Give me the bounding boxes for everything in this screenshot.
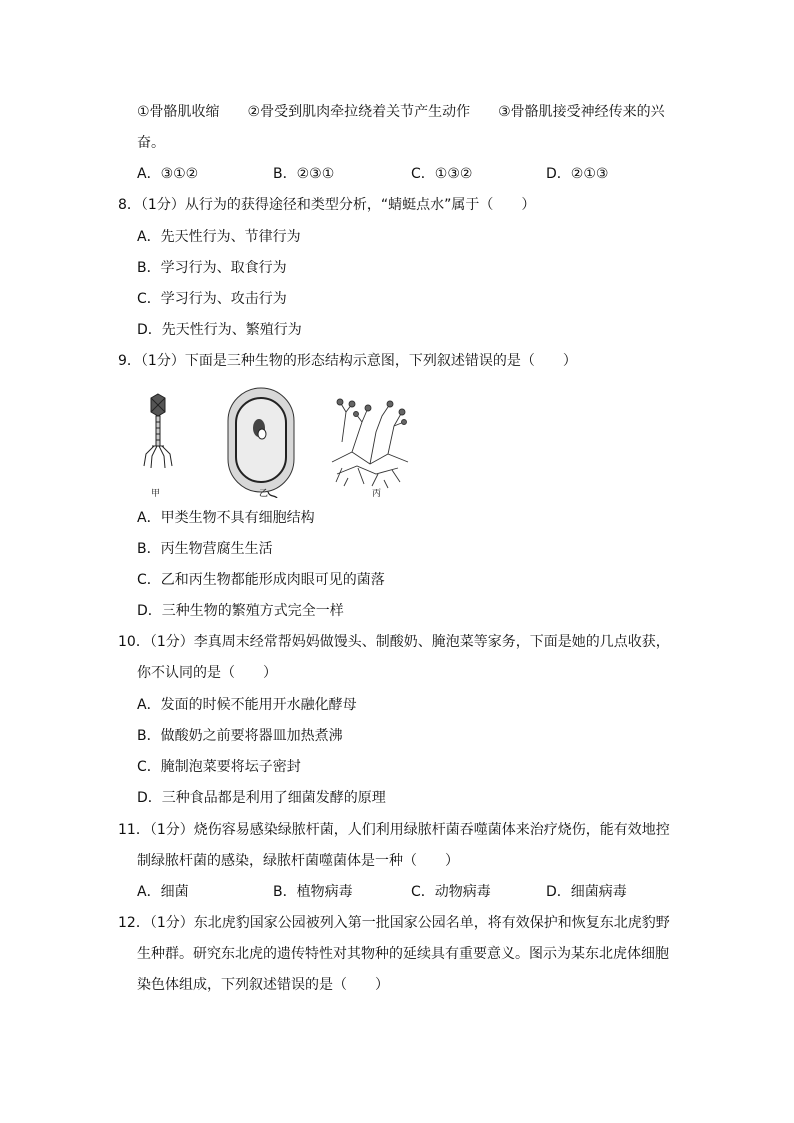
q10-option-d: D．三种食品都是利用了细菌发酵的原理 bbox=[137, 790, 386, 806]
q10-option-b: B．做酸奶之前要将器皿加热煮沸 bbox=[137, 728, 343, 744]
q12-line1: 12．（1分）东北虎豹国家公园被列入第一批国家公园名单，将有效保护和恢复东北虎豹野 bbox=[118, 915, 670, 931]
q10-line2: 你不认同的是（ ） bbox=[137, 665, 277, 681]
figure-label-yi: 乙 bbox=[259, 489, 269, 499]
q11-option-d: D．细菌病毒 bbox=[546, 884, 627, 900]
bacterium-drawing bbox=[228, 388, 294, 498]
q8-option-c: C．学习行为、攻击行为 bbox=[137, 291, 287, 307]
figure-label-bing: 丙 bbox=[372, 489, 382, 499]
q11-line1: 11．（1分）烧伤容易感染绿脓杆菌，人们利用绿脓杆菌吞噬菌体来治疗烧伤，能有效地控 bbox=[118, 822, 670, 838]
q9-stem: 9．（1分）下面是三种生物的形态结构示意图，下列叙述错误的是（ ） bbox=[118, 353, 577, 369]
q7-line1: ①骨骼肌收缩 ②骨受到肌肉牵拉绕着关节产生动作 ③骨骼肌接受神经传来的兴 bbox=[137, 104, 665, 120]
q10-option-c: C．腌制泡菜要将坛子密封 bbox=[137, 759, 301, 775]
q11-option-c: C．动物病毒 bbox=[411, 884, 491, 900]
mold-drawing bbox=[332, 399, 408, 488]
q11-option-b: B．植物病毒 bbox=[273, 884, 353, 900]
q10-option-a: A．发面的时候不能用开水融化酵母 bbox=[137, 697, 357, 713]
q8-option-d: D．先天性行为、繁殖行为 bbox=[137, 322, 302, 338]
figure-label-jia: 甲 bbox=[151, 489, 161, 499]
q12-line2: 生种群。研究东北虎的遗传特性对其物种的延续具有重要意义。图示为某东北虎体细胞 bbox=[137, 946, 669, 962]
q9-option-c: C．乙和丙生物都能形成肉眼可见的菌落 bbox=[137, 572, 385, 588]
q7-option-c: C．①③② bbox=[411, 166, 473, 182]
q11-option-a: A．细菌 bbox=[137, 884, 189, 900]
q7-line2: 奋。 bbox=[137, 135, 165, 151]
q7-option-b: B．②③① bbox=[273, 166, 335, 182]
bacteriophage-drawing bbox=[144, 394, 172, 468]
q11-line2: 制绿脓杆菌的感染，绿脓杆菌噬菌体是一种（ ） bbox=[137, 853, 459, 869]
q7-option-d: D．②①③ bbox=[546, 166, 609, 182]
q8-option-b: B．学习行为、取食行为 bbox=[137, 260, 287, 276]
q8-stem: 8．（1分）从行为的获得途径和类型分析，“蜻蜓点水”属于（ ） bbox=[118, 197, 536, 213]
q7-option-a: A．③①② bbox=[137, 166, 199, 182]
organisms-illustration bbox=[132, 382, 432, 498]
q9-figure bbox=[132, 382, 432, 498]
q9-option-b: B．丙生物营腐生生活 bbox=[137, 541, 273, 557]
q9-option-a: A．甲类生物不具有细胞结构 bbox=[137, 510, 315, 526]
q8-option-a: A．先天性行为、节律行为 bbox=[137, 229, 301, 245]
q10-line1: 10．（1分）李真周末经常帮妈妈做馒头、制酸奶、腌泡菜等家务，下面是她的几点收获， bbox=[118, 634, 670, 650]
q9-option-d: D．三种生物的繁殖方式完全一样 bbox=[137, 603, 344, 619]
q12-line3: 染色体组成，下列叙述错误的是（ ） bbox=[137, 977, 389, 993]
